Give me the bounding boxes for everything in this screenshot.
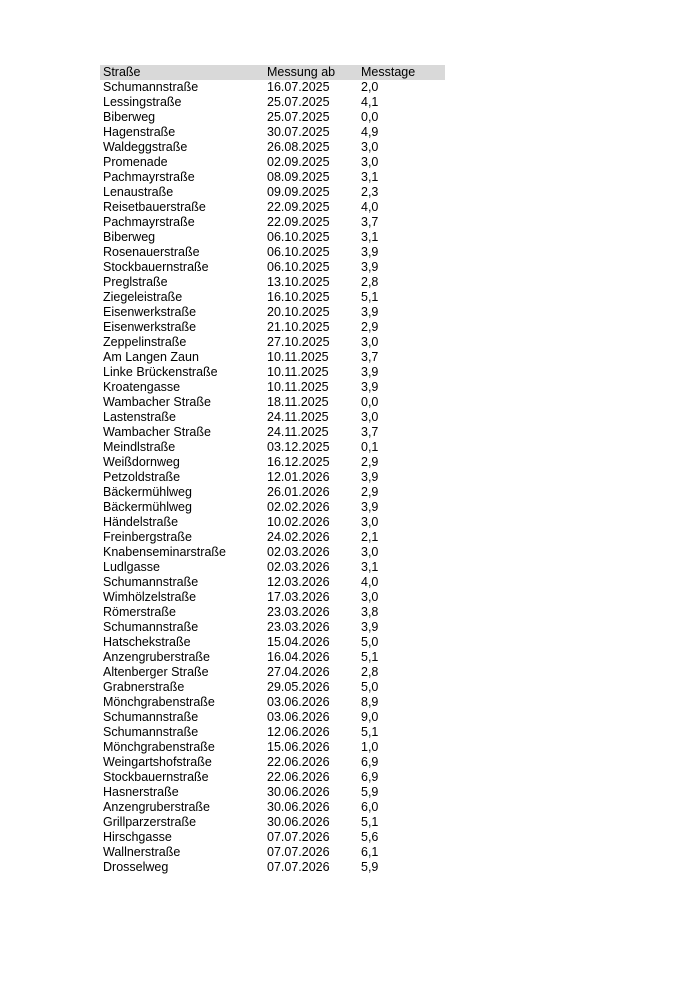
street-cell: Promenade (103, 155, 168, 169)
table-row (100, 635, 445, 650)
measurement-days-cell: 3,0 (361, 410, 379, 424)
measurement-start-cell: 10.11.2025 (267, 350, 329, 364)
measurement-start-cell: 16.07.2025 (267, 80, 330, 94)
measurement-start-cell: 06.10.2025 (267, 245, 330, 259)
measurement-days-cell: 5,9 (361, 860, 379, 874)
street-cell: Bäckermühlweg (103, 485, 192, 499)
measurement-days-cell: 3,9 (361, 365, 379, 379)
street-cell: Biberweg (103, 230, 156, 244)
measurement-days-cell: 2,8 (361, 665, 379, 679)
measurement-start-cell: 21.10.2025 (267, 320, 330, 334)
measurement-start-cell: 22.06.2026 (267, 755, 330, 769)
table-row (100, 770, 445, 785)
measurement-days-cell: 5,1 (361, 725, 379, 739)
street-cell: Hirschgasse (103, 830, 172, 844)
street-cell: Schumannstraße (103, 725, 199, 739)
street-cell: Weingartshofstraße (103, 755, 212, 769)
measurement-start-cell: 02.03.2026 (267, 560, 330, 574)
table-row (100, 305, 445, 320)
street-cell: Schumannstraße (103, 575, 199, 589)
measurement-days-cell: 5,6 (361, 830, 379, 844)
table-row (100, 695, 445, 710)
measurement-start-cell: 07.07.2026 (267, 845, 330, 859)
street-cell: Anzengruberstraße (103, 650, 211, 664)
measurement-days-cell: 4,1 (361, 95, 379, 109)
street-cell: Preglstraße (103, 275, 168, 289)
measurement-days-cell: 5,1 (361, 290, 379, 304)
street-cell: Meindlstraße (103, 440, 176, 454)
street-cell: Mönchgrabenstraße (103, 695, 215, 709)
measurement-start-cell: 26.08.2025 (267, 140, 330, 154)
table-row (100, 365, 445, 380)
street-cell: Römerstraße (103, 605, 176, 619)
measurement-start-cell: 18.11.2025 (267, 395, 329, 409)
street-cell: Wallnerstraße (103, 845, 181, 859)
street-cell: Eisenwerkstraße (103, 305, 197, 319)
table-row (100, 605, 445, 620)
street-cell: Hatschekstraße (103, 635, 191, 649)
measurement-start-cell: 10.02.2026 (267, 515, 330, 529)
street-cell: Rosenauerstraße (103, 245, 200, 259)
street-cell: Petzoldstraße (103, 470, 181, 484)
table-row (100, 740, 445, 755)
street-cell: Schumannstraße (103, 620, 199, 634)
table-row (100, 575, 445, 590)
table-row (100, 425, 445, 440)
measurement-days-cell: 3,9 (361, 245, 379, 259)
measurement-days-cell: 3,9 (361, 260, 379, 274)
measurement-days-cell: 0,1 (361, 440, 379, 454)
measurement-start-cell: 03.06.2026 (267, 695, 330, 709)
street-cell: Wambacher Straße (103, 425, 211, 439)
measurement-start-cell: 29.05.2026 (267, 680, 330, 694)
measurement-days-cell: 3,0 (361, 140, 379, 154)
table-row (100, 455, 445, 470)
measurement-days-cell: 9,0 (361, 710, 379, 724)
measurement-start-cell: 06.10.2025 (267, 230, 330, 244)
measurement-start-cell: 09.09.2025 (267, 185, 330, 199)
street-cell: Stockbauernstraße (103, 770, 209, 784)
measurement-start-cell: 23.03.2026 (267, 605, 330, 619)
measurement-start-cell: 25.07.2025 (267, 95, 330, 109)
street-cell: Am Langen Zaun (103, 350, 199, 364)
table-row (100, 350, 445, 365)
street-cell: Pachmayrstraße (103, 215, 195, 229)
measurement-start-cell: 08.09.2025 (267, 170, 330, 184)
table-header-row (100, 65, 445, 80)
table-row (100, 515, 445, 530)
column-header-measurement-start: Messung ab (267, 65, 336, 79)
table-row (100, 155, 445, 170)
measurement-days-cell: 3,0 (361, 335, 379, 349)
table-row (100, 125, 445, 140)
measurement-start-cell: 30.06.2026 (267, 785, 330, 799)
measurement-days-cell: 3,9 (361, 620, 379, 634)
measurement-start-cell: 24.11.2025 (267, 410, 329, 424)
measurement-start-cell: 22.09.2025 (267, 215, 330, 229)
table-row (100, 440, 445, 455)
measurement-start-cell: 12.01.2026 (267, 470, 330, 484)
measurement-days-cell: 3,1 (361, 230, 379, 244)
measurement-start-cell: 27.10.2025 (267, 335, 330, 349)
measurement-days-cell: 2,3 (361, 185, 379, 199)
street-cell: Mönchgrabenstraße (103, 740, 215, 754)
table-row (100, 215, 445, 230)
measurement-days-cell: 5,0 (361, 680, 379, 694)
measurement-start-cell: 02.02.2026 (267, 500, 330, 514)
table-row (100, 260, 445, 275)
measurement-days-cell: 6,0 (361, 800, 379, 814)
measurement-start-cell: 07.07.2026 (267, 860, 330, 874)
measurement-days-cell: 2,1 (361, 530, 379, 544)
table-row (100, 275, 445, 290)
street-cell: Lastenstraße (103, 410, 176, 424)
table-row (100, 395, 445, 410)
measurement-days-cell: 3,1 (361, 170, 379, 184)
measurement-days-cell: 3,8 (361, 605, 379, 619)
measurement-days-cell: 6,1 (361, 845, 379, 859)
table-row (100, 680, 445, 695)
table-row (100, 650, 445, 665)
measurement-start-cell: 22.09.2025 (267, 200, 330, 214)
street-cell: Lenaustraße (103, 185, 174, 199)
measurement-start-cell: 26.01.2026 (267, 485, 330, 499)
column-header-measurement-days: Messtage (361, 65, 416, 79)
column-header-street: Straße (103, 65, 141, 79)
table-row (100, 335, 445, 350)
measurement-days-cell: 3,9 (361, 305, 379, 319)
street-cell: Bäckermühlweg (103, 500, 192, 514)
table-row (100, 710, 445, 725)
table-row (100, 560, 445, 575)
measurement-start-cell: 25.07.2025 (267, 110, 330, 124)
measurement-start-cell: 20.10.2025 (267, 305, 330, 319)
table-row (100, 140, 445, 155)
measurement-start-cell: 15.04.2026 (267, 635, 330, 649)
measurement-start-cell: 06.10.2025 (267, 260, 330, 274)
table-row (100, 785, 445, 800)
street-cell: Freinbergstraße (103, 530, 192, 544)
measurement-days-cell: 3,1 (361, 560, 379, 574)
measurement-days-cell: 3,9 (361, 500, 379, 514)
measurement-start-cell: 27.04.2026 (267, 665, 330, 679)
measurement-days-cell: 5,1 (361, 815, 379, 829)
measurement-days-cell: 3,7 (361, 425, 379, 439)
measurement-days-cell: 0,0 (361, 110, 379, 124)
measurement-days-cell: 4,0 (361, 200, 379, 214)
street-cell: Grillparzerstraße (103, 815, 197, 829)
street-cell: Zeppelinstraße (103, 335, 187, 349)
measurement-days-cell: 4,0 (361, 575, 379, 589)
street-cell: Stockbauernstraße (103, 260, 209, 274)
measurement-start-cell: 03.06.2026 (267, 710, 330, 724)
table-row (100, 665, 445, 680)
measurement-start-cell: 07.07.2026 (267, 830, 330, 844)
measurement-days-cell: 3,0 (361, 515, 379, 529)
measurement-days-cell: 5,0 (361, 635, 379, 649)
measurement-start-cell: 02.09.2025 (267, 155, 330, 169)
measurement-start-cell: 24.02.2026 (267, 530, 330, 544)
measurement-days-cell: 5,1 (361, 650, 379, 664)
street-cell: Ziegeleistraße (103, 290, 183, 304)
measurement-start-cell: 10.11.2025 (267, 365, 329, 379)
table-row (100, 815, 445, 830)
measurement-days-cell: 2,8 (361, 275, 379, 289)
measurement-days-cell: 3,7 (361, 215, 379, 229)
street-cell: Drosselweg (103, 860, 169, 874)
table-row (100, 80, 445, 95)
measurement-start-cell: 12.03.2026 (267, 575, 330, 589)
street-cell: Pachmayrstraße (103, 170, 195, 184)
street-cell: Altenberger Straße (103, 665, 209, 679)
table-row (100, 290, 445, 305)
table-row (100, 845, 445, 860)
measurement-start-cell: 30.07.2025 (267, 125, 330, 139)
measurement-days-cell: 3,0 (361, 155, 379, 169)
street-cell: Hasnerstraße (103, 785, 179, 799)
table-row (100, 530, 445, 545)
measurement-start-cell: 23.03.2026 (267, 620, 330, 634)
street-cell: Hagenstraße (103, 125, 176, 139)
table-row (100, 470, 445, 485)
measurement-start-cell: 15.06.2026 (267, 740, 330, 754)
table-row (100, 620, 445, 635)
table-row (100, 485, 445, 500)
table-body (100, 80, 445, 875)
street-cell: Weißdornweg (103, 455, 180, 469)
table-row (100, 725, 445, 740)
street-cell: Schumannstraße (103, 710, 199, 724)
measurement-start-cell: 16.04.2026 (267, 650, 330, 664)
measurement-days-cell: 0,0 (361, 395, 379, 409)
measurement-start-cell: 17.03.2026 (267, 590, 330, 604)
measurement-days-cell: 1,0 (361, 740, 379, 754)
measurement-days-cell: 5,9 (361, 785, 379, 799)
measurement-start-cell: 30.06.2026 (267, 800, 330, 814)
measurement-days-cell: 2,0 (361, 80, 379, 94)
street-cell: Lessingstraße (103, 95, 182, 109)
street-cell: Eisenwerkstraße (103, 320, 197, 334)
measurement-start-cell: 16.12.2025 (267, 455, 330, 469)
measurement-days-cell: 3,9 (361, 380, 379, 394)
table-row (100, 170, 445, 185)
measurement-start-cell: 02.03.2026 (267, 545, 330, 559)
street-cell: Wimhölzelstraße (103, 590, 197, 604)
street-cell: Anzengruberstraße (103, 800, 211, 814)
measurement-days-cell: 2,9 (361, 485, 379, 499)
table-row (100, 320, 445, 335)
street-cell: Wambacher Straße (103, 395, 211, 409)
table-row (100, 95, 445, 110)
street-cell: Waldeggstraße (103, 140, 188, 154)
measurement-start-cell: 03.12.2025 (267, 440, 330, 454)
table-row (100, 800, 445, 815)
street-cell: Reisetbauerstraße (103, 200, 206, 214)
measurement-start-cell: 24.11.2025 (267, 425, 329, 439)
table-row (100, 545, 445, 560)
measurement-start-cell: 22.06.2026 (267, 770, 330, 784)
street-cell: Ludlgasse (103, 560, 160, 574)
measurement-start-cell: 16.10.2025 (267, 290, 330, 304)
table-row (100, 245, 445, 260)
table-row (100, 500, 445, 515)
measurement-days-cell: 6,9 (361, 755, 379, 769)
measurement-table (100, 65, 445, 875)
measurement-days-cell: 2,9 (361, 320, 379, 334)
street-cell: Linke Brückenstraße (103, 365, 218, 379)
measurement-start-cell: 30.06.2026 (267, 815, 330, 829)
table-row (100, 185, 445, 200)
table-row (100, 830, 445, 845)
street-cell: Grabnerstraße (103, 680, 185, 694)
table-row (100, 230, 445, 245)
measurement-days-cell: 3,9 (361, 470, 379, 484)
street-cell: Kroatengasse (103, 380, 181, 394)
measurement-days-cell: 3,0 (361, 590, 379, 604)
table-row (100, 755, 445, 770)
measurement-start-cell: 10.11.2025 (267, 380, 329, 394)
measurement-days-cell: 8,9 (361, 695, 379, 709)
measurement-days-cell: 3,0 (361, 545, 379, 559)
table-row (100, 110, 445, 125)
table-row (100, 590, 445, 605)
table-row (100, 200, 445, 215)
measurement-days-cell: 2,9 (361, 455, 379, 469)
measurement-start-cell: 12.06.2026 (267, 725, 330, 739)
street-cell: Schumannstraße (103, 80, 199, 94)
table-row (100, 380, 445, 395)
measurement-days-cell: 6,9 (361, 770, 379, 784)
street-cell: Händelstraße (103, 515, 179, 529)
measurement-days-cell: 3,7 (361, 350, 379, 364)
table-row (100, 410, 445, 425)
street-cell: Biberweg (103, 110, 156, 124)
measurement-days-cell: 4,9 (361, 125, 379, 139)
measurement-start-cell: 13.10.2025 (267, 275, 330, 289)
table-row (100, 860, 445, 875)
street-cell: Knabenseminarstraße (103, 545, 226, 559)
